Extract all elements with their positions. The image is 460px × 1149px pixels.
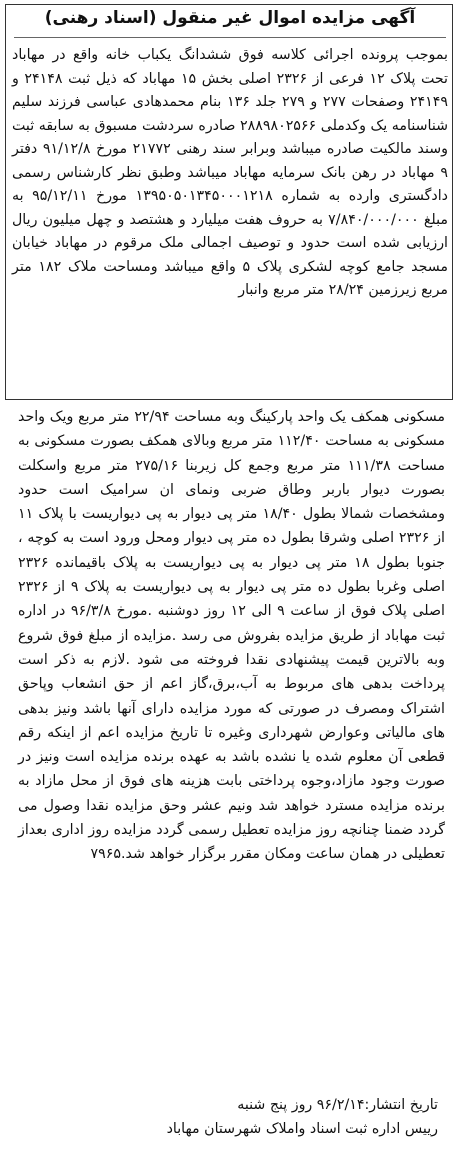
signature: رییس اداره ثبت اسناد واملاک شهرستان مهاباد xyxy=(166,1121,438,1137)
notice-body-part2: مسکونی همکف یک واحد پارکینگ وبه مساحت ۲۲/۹۴ متر مربع ویک واحد مسکونی به مساحت ۱۱۲/۴۰ متر مربع وبالای همکف بصورت مسکونی به مساحت ۱۱۱/۳۸ متر مربع وجمع کل زیربنا ۲۷۵/۱۶ متر مربع واسکلت بصورت دیوار باربر وطاق ضربی ونمای ان سرامیک است حدود ومشخصات شمالا بطول ۱۸/۴۰ متر پی دیوار به پی دیواریست با پلاک ۱۱ از ۲۳۲۶ اصلی وشرقا بطول ده متر پی دیوار ومحل ورود است به کوچه ، جنوبا بطول ۱۸ متر پی دیوار به پی دیواریست به پلاک باقیمانده ۲۳۲۶ اصلی وغربا بطول ده متر پی دیوار به پی دیواریست به پلاک ۹ از ۲۳۲۶ اصلی پلاک فوق از ساعت ۹ الی ۱۲ روز دوشنبه .مورخ ۹۶/۳/۸ در اداره ثبت مهاباد از طریق مزایده بفروش می رسد .مزایده از مبلغ فوق شروع وبه بالاترین قیمت پیشنهادی نقدا فروخته می شود .لازم به ذکر است پرداخت بدهی های مربوط به آب،برق،گاز اعم از حق انشعاب وپاحق اشتراک ومصرف در صورتی که مورد مزایده دارای آنها باشد ونیز بدهی های مالیاتی وعوارض شهرداری وغیره تا تاریخ مزایده اعم از اینکه رقم قطعی آن معلوم شده یا نشده باشد به عهده برنده مزایده است ونیز در صورت وجود مازاد،وجوه پرداختی بابت هزینه های فوق از محل مازاد به برنده مزایده مسترد خواهد شد ونیم عشر وحق مزایده نقدا وصول می گردد ضمنا چنانچه روز مزایده تعطیل رسمی گردد مزایده روز اداری بعداز تعطیلی در همان ساعت ومکان مقرر برگزار خواهد شد.۷۹۶۵ xyxy=(18,409,446,863)
publish-date: تاریخ انتشار:۹۶/۲/۱۴ روز پنج شنبه xyxy=(237,1097,438,1113)
title-divider xyxy=(14,37,446,38)
notice-title: آگهی مزایده اموال غیر منقول (اسناد رهنی) xyxy=(44,8,416,28)
notice-body-part1: بموجب پرونده اجرائی کلاسه فوق ششدانگ یکباب خانه واقع در مهاباد تحت پلاک ۱۲ فرعی از ۲۳۲۶ اصلی بخش ۱۵ مهاباد که ذیل ثبت ۲۴۱۴۸ و ۲۴۱۴۹ وصفحات ۲۷۷ و ۲۷۹ جلد ۱۳۶ بنام محمدهادی عباسی فرزند سلیم شناسنامه یک وکدملی ۲۸۸۹۸۰۲۵۶۶ صادره سردشت مسبوق به سابقه ثبت وسند مالکیت صادره میباشد وبرابر سند رهنی ۲۱۷۷۲ مورخ ۹۱/۱۲/۸ دفتر ۹ مهاباد در رهن بانک سرمایه مهاباد میباشد وطبق نظر کارشناس رسمی دادگستری وارده به شماره ۱۳۹۵۰۵۰۱۳۴۵۰۰۰۱۲۱۸ مورخ ۹۵/۱۲/۱۱ به مبلغ ۷/۸۴۰/۰۰۰/۰۰۰ به حروف هفت میلیارد و هشتصد و چهل میلیون ریال ارزیابی شده است حدود و توصیف اجمالی ملک مرقوم در مهاباد خیابان مسجد جامع کوچه لشکری پلاک ۵ واقع میباشد ومساحت ملاک ۱۸۲ متر مربع زیرزمین ۲۸/۲۴ متر مربع وانبار xyxy=(12,47,449,298)
